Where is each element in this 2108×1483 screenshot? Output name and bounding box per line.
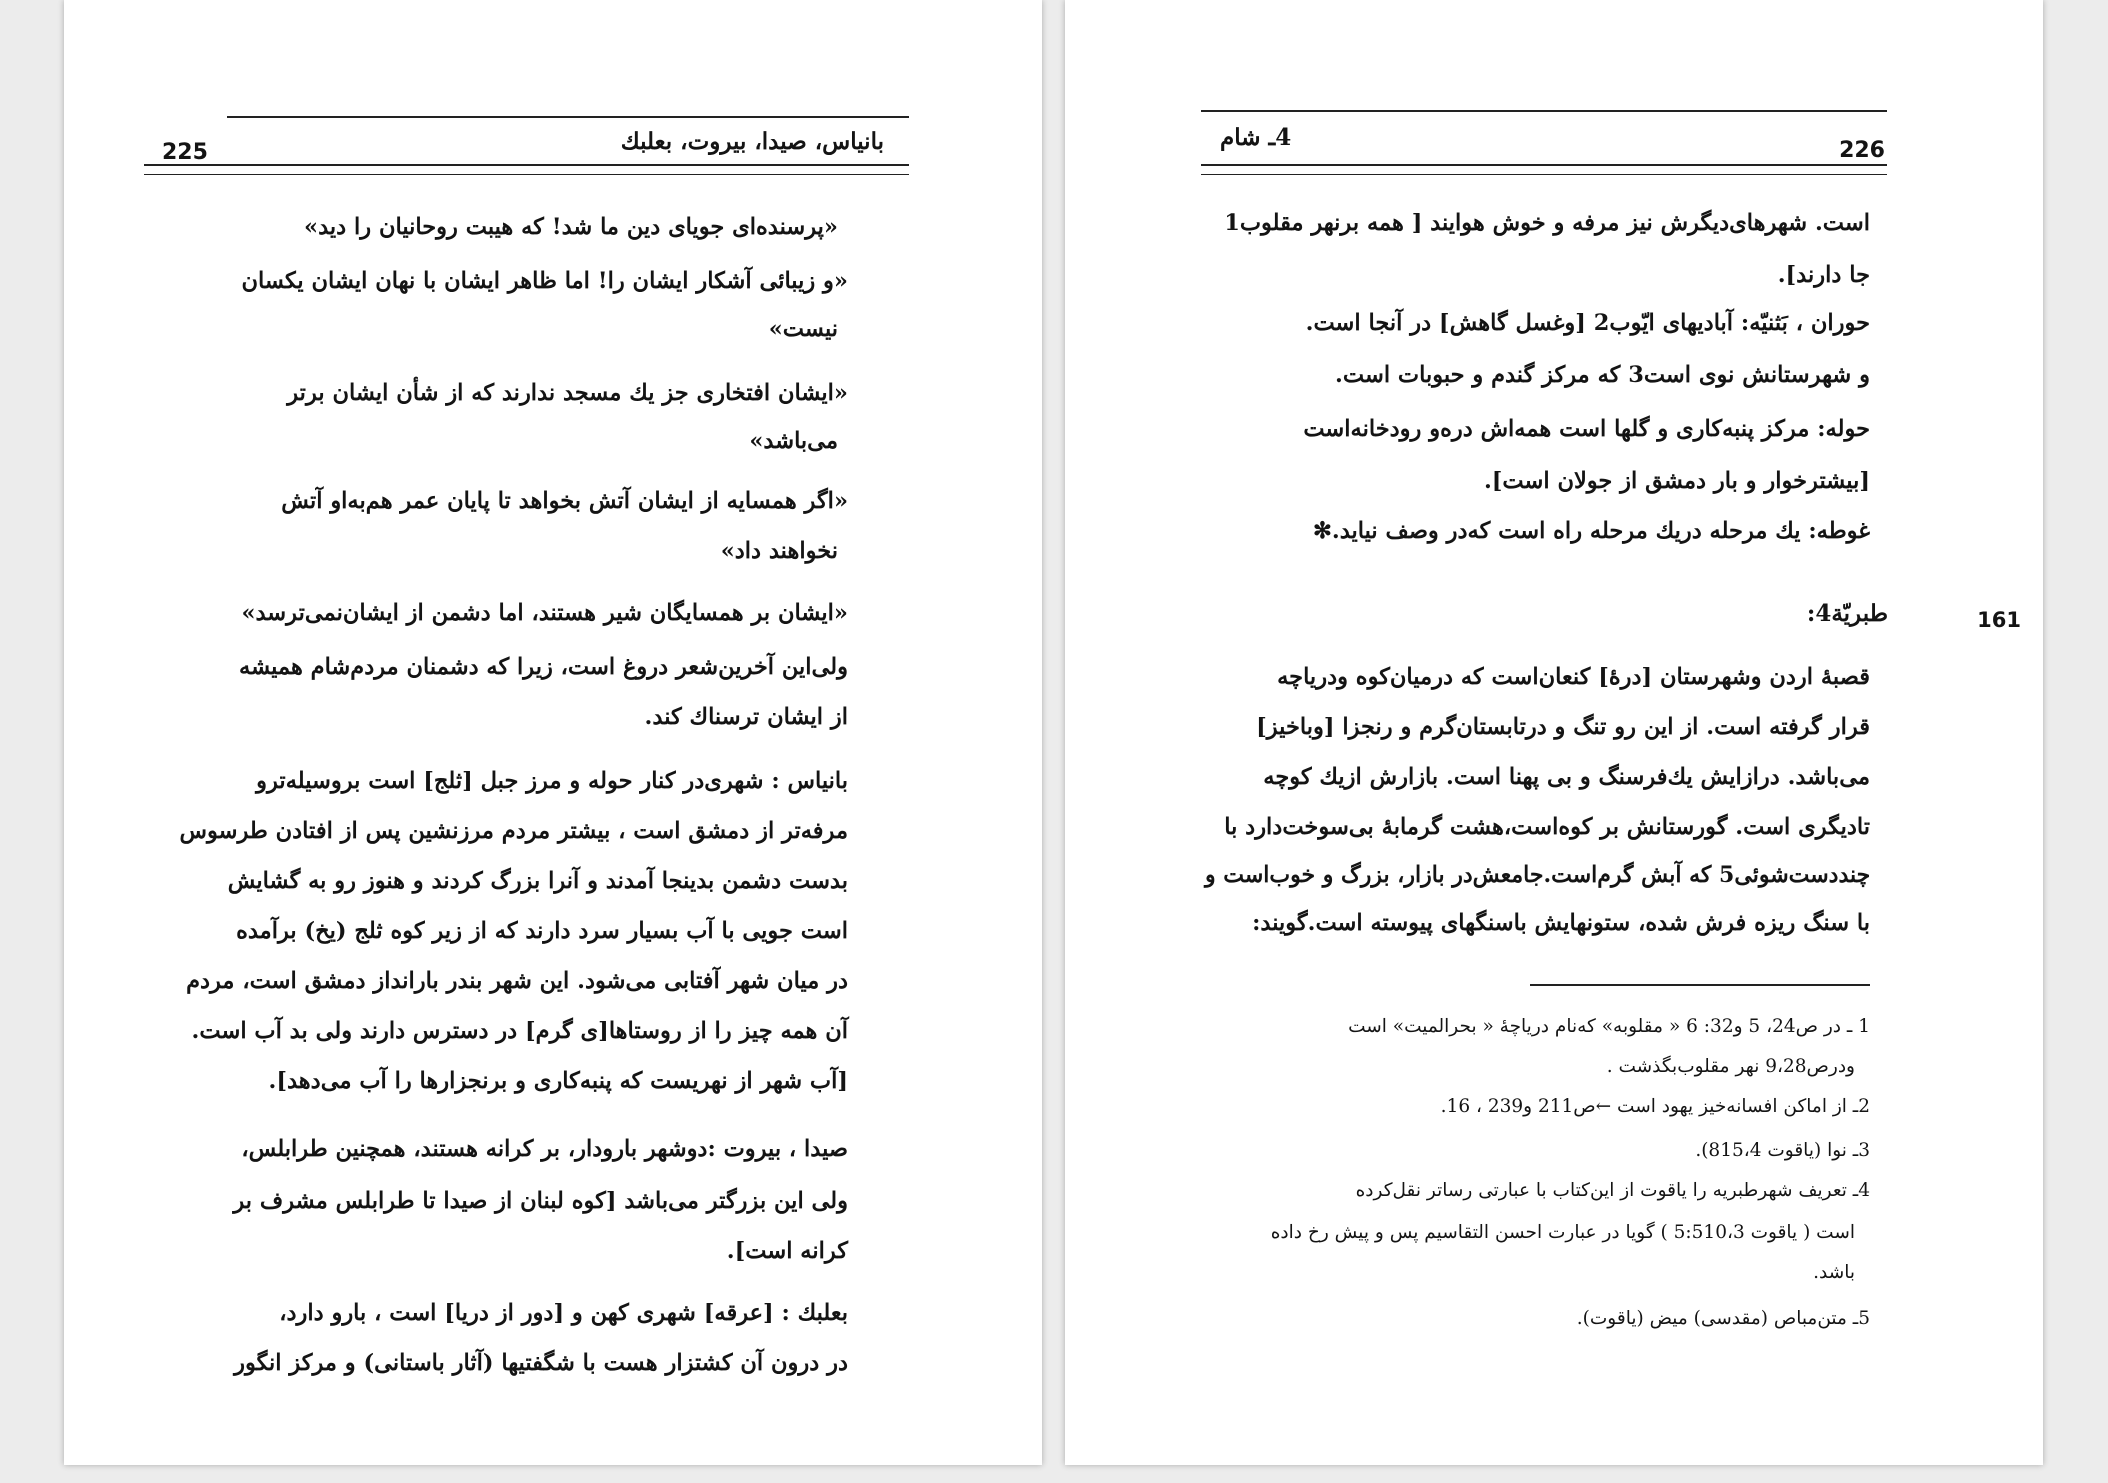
footnote-line: 2ـ از اماکن افسانه‌خیز یهود است ←ص211 و239 ، 16. <box>1440 1096 1870 1117</box>
text-line: [بیشترخوار و بار دمشق از جولان است]. <box>1483 468 1870 494</box>
text-line: با سنگ ریزه فرش شده، ستونهایش باسنگهای پیوسته است.گویند: <box>1252 910 1870 936</box>
text-line: قرار گرفته است. از این رو تنگ و درتابستان‌گرم و رنجزا [وباخیز] <box>1256 714 1870 740</box>
text-line: و شهرستانش نوی است3 که مرکز گندم و حبوبات است. <box>1335 362 1870 388</box>
page-225 <box>64 0 1042 1465</box>
text-line: نخواهند داد» <box>720 538 838 564</box>
body-text <box>160 0 930 1465</box>
text-line: در درون آن کشتزار هست با شگفتیها (آثار باستانی) و مرکز انگور <box>234 1350 848 1376</box>
page-number: 226 <box>1839 138 1885 163</box>
footnote-line: باشد. <box>1813 1262 1855 1283</box>
text-line: آن همه چیز را از روستاها[ی گرم] در دسترس دارند ولی بد آب است. <box>191 1018 848 1044</box>
text-line: «ایشان افتخاری جز یك مسجد ندارند که از شأن ایشان برتر <box>287 380 848 406</box>
footnote-line: ودرص9،28 نهر مقلوب‌بگذشت . <box>1606 1056 1855 1077</box>
text-line: صیدا ، بیروت :دوشهر بارودار، بر کرانه هستند، همچنین طرابلس، <box>241 1136 848 1162</box>
text-line: است. شهرهای‌دیگرش نیز مرفه و خوش هوایند [ همه برنهر مقلوب1 <box>1224 210 1870 236</box>
text-line: نیست» <box>768 316 838 342</box>
text-line: «پرسنده‌ای جویای دین ما شد! که هیبت روحانیان را دید» <box>304 214 838 240</box>
footnotes <box>1185 0 1925 1465</box>
page-number: 225 <box>162 140 208 165</box>
text-line: بدست دشمن بدینجا آمدند و آنرا بزرگ کردند و هنوز رو به گشایش <box>227 868 848 894</box>
text-line: در میان شهر آفتابی می‌شود. این شهر بندر بارانداز دمشق است، مردم <box>186 968 848 994</box>
text-line: حوله: مرکز پنبه‌کاری و گلها است همه‌اش دره‌و رودخانه‌است <box>1303 416 1870 442</box>
text-line: ولی‌این آخرین‌شعر دروغ است، زیرا که دشمنان مردم‌شام همیشه <box>239 654 848 680</box>
text-line: غوطه: یك مرحله دریك مرحله راه است که‌در وصف نیاید.✻ <box>1313 518 1870 544</box>
section-title: طبریّة4: <box>1806 600 1888 627</box>
running-header: 4ـ شام <box>1220 124 1292 151</box>
footnote-line: 3ـ نوا (یاقوت 815،4). <box>1695 1140 1870 1161</box>
running-header: بانیاس، صیدا، بیروت، بعلبك <box>620 128 884 155</box>
text-line: چنددست‌شوئی5 که آبش گرم‌است.جامعش‌در بازار، بزرگ و خوب‌است و <box>1204 862 1870 888</box>
footnote-line: است ( یاقوت 5:510،3 ) گویا در عبارت احسن التقاسیم پس و پیش رخ داده <box>1270 1222 1855 1243</box>
text-line: می‌باشد» <box>749 428 838 454</box>
footnote-line: 1 ـ در ص24، 5 و32: 6 « مقلوبه» که‌نام دریاچهٔ « بحرالمیت» است <box>1348 1016 1870 1037</box>
text-line: می‌باشد. درازایش یك‌فرسنگ و بی پهنا است. بازارش ازیك کوچه <box>1263 764 1870 790</box>
text-line: [آب شهر از نهریست که پنبه‌کاری و برنجزارها را آب می‌دهد]. <box>268 1068 848 1094</box>
text-line: از ایشان ترسناك کند. <box>644 704 848 730</box>
text-line: بانیاس : شهری‌در کنار حوله و مرز جبل [ثلج] است بروسیله‌ترو <box>256 768 848 794</box>
text-line: کرانه است]. <box>726 1238 848 1264</box>
text-line: قصبهٔ اردن وشهرستان [درهٔ] کنعان‌است که درمیان‌کوه ودریاچه <box>1277 664 1870 690</box>
margin-number: 161 <box>1977 608 2021 632</box>
text-line: مرفه‌تر از دمشق است ، بیشتر مردم مرزنشین پس از افتادن طرسوس <box>179 818 848 844</box>
footnote-line: 5ـ متن‌مباص (مقدسی) میض (یاقوت). <box>1576 1308 1870 1329</box>
text-line: است جویی با آب بسیار سرد دارند که از زیر کوه ثلج (یخ) برآمده <box>236 918 848 944</box>
text-line: «و زیبائی آشکار ایشان را! اما ظاهر ایشان با نهان ایشان یکسان <box>241 268 848 294</box>
footnote-line: 4ـ تعریف شهرطبریه را یاقوت از این‌کتاب با عبارتی رساتر نقل‌کرده <box>1355 1180 1870 1201</box>
text-line: تادیگری است. گورستانش بر کوه‌است،هشت گرمابهٔ بی‌سوخت‌دارد با <box>1224 814 1870 840</box>
page-226 <box>1065 0 2043 1465</box>
text-line: «ایشان بر همسایگان شیر هستند، اما دشمن از ایشان‌نمی‌ترسد» <box>241 600 848 626</box>
text-line: «اگر همسایه از ایشان آتش بخواهد تا پایان عمر هم‌به‌او آتش <box>281 488 848 514</box>
text-line: بعلبك : [عرقه] شهری کهن و [دور از دریا] است ، بارو دارد، <box>279 1300 848 1326</box>
text-line: حوران ، بَثنیّه: آبادیهای ایّوب2 [وغسل گاهش] در آنجا است. <box>1305 310 1870 336</box>
text-line: ولی این بزرگتر می‌باشد [کوه لبنان از صیدا تا طرابلس مشرف بر <box>233 1188 848 1214</box>
text-line: جا دارند]. <box>1777 262 1870 288</box>
